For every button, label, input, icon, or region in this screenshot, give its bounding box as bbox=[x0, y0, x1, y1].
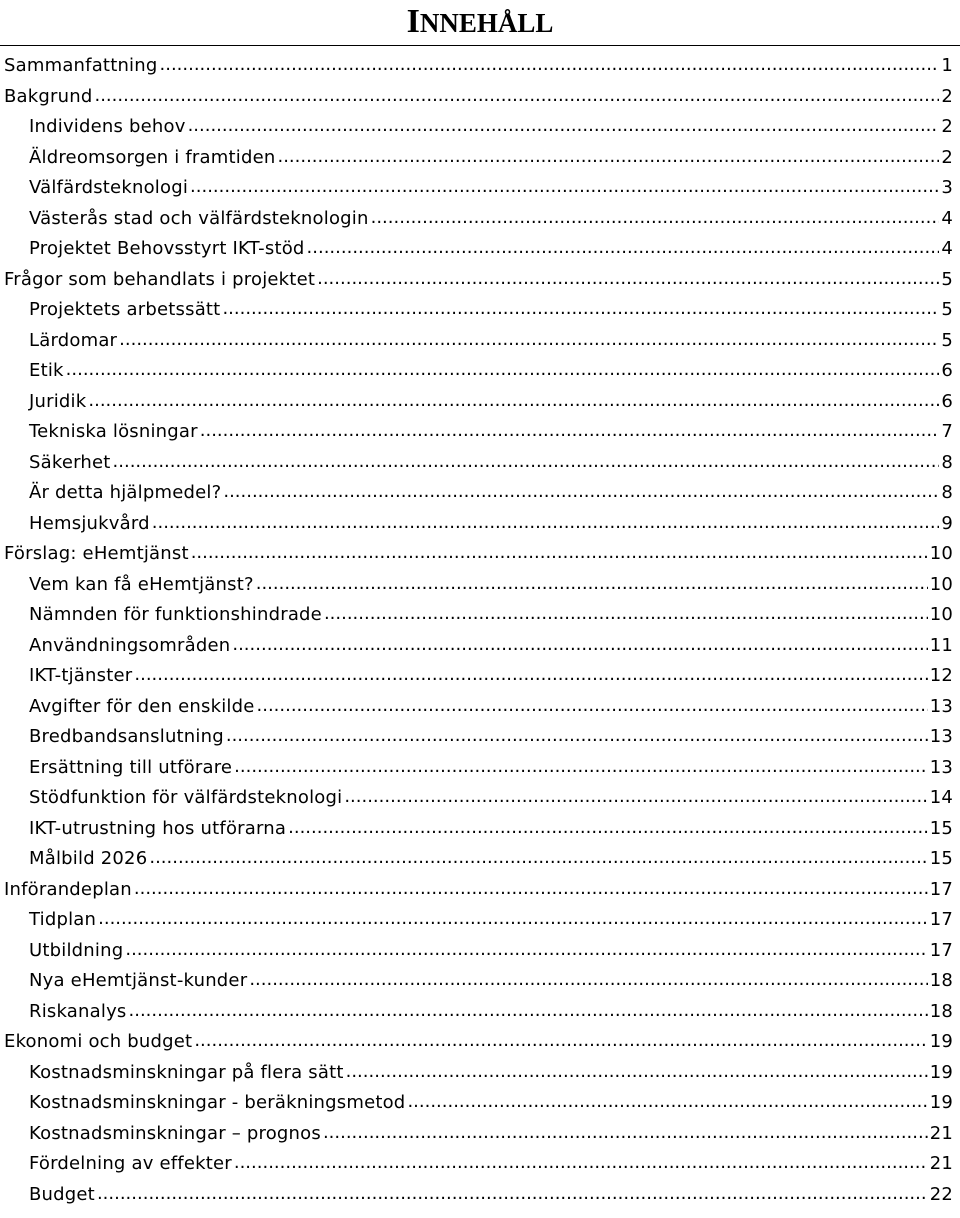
toc-entry-subsection[interactable] bbox=[0, 722, 960, 753]
toc-entry-label[interactable]: Stödfunktion för välfärdsteknologi bbox=[29, 787, 343, 808]
toc-entry-label[interactable]: Ekonomi och budget bbox=[4, 1031, 193, 1052]
toc-entry-label[interactable]: Ersättning till utförare bbox=[29, 756, 233, 778]
toc-entry-label[interactable]: Är detta hjälpmedel? bbox=[29, 482, 222, 503]
toc-entry-subsection[interactable] bbox=[0, 905, 960, 936]
page-title bbox=[0, 0, 960, 45]
toc-leader-dots bbox=[344, 782, 927, 813]
toc-entry-subsection[interactable] bbox=[0, 966, 960, 997]
toc-leader-dots bbox=[232, 630, 927, 661]
toc-page-number[interactable]: 9 bbox=[941, 512, 953, 534]
toc-entry-subsection[interactable] bbox=[0, 326, 960, 357]
toc-page-number[interactable]: 19 bbox=[929, 1092, 953, 1113]
toc-leader-dots bbox=[160, 50, 940, 81]
toc-leader-dots bbox=[152, 508, 940, 539]
toc-entry-subsection[interactable] bbox=[0, 448, 960, 479]
toc-entry-label[interactable]: Kostnadsminskningar - beräkningsmetod bbox=[29, 1092, 406, 1113]
table-of-contents bbox=[0, 51, 960, 1210]
toc-entry-label[interactable]: Avgifter för den enskilde bbox=[29, 695, 255, 717]
toc-entry-subsection[interactable] bbox=[0, 173, 960, 204]
toc-entry-label[interactable]: Projektets arbetssätt bbox=[29, 299, 221, 320]
toc-page-number[interactable]: 4 bbox=[941, 207, 953, 229]
toc-leader-dots bbox=[134, 660, 927, 691]
toc-leader-dots bbox=[113, 447, 940, 478]
toc-page-number[interactable]: 2 bbox=[941, 116, 953, 137]
toc-leader-dots bbox=[234, 1148, 928, 1179]
toc-page-number[interactable]: 8 bbox=[941, 482, 953, 503]
toc-entry-label[interactable]: Lärdomar bbox=[29, 329, 118, 351]
toc-entry-section[interactable] bbox=[0, 539, 960, 570]
toc-entry-subsection[interactable] bbox=[0, 1149, 960, 1180]
toc-entry-subsection[interactable] bbox=[0, 112, 960, 143]
toc-entry-label[interactable]: Tidplan bbox=[29, 909, 97, 930]
toc-page-number[interactable]: 18 bbox=[929, 1000, 953, 1022]
toc-page-number[interactable]: 13 bbox=[929, 756, 953, 778]
toc-entry-label[interactable]: Juridik bbox=[29, 390, 87, 412]
toc-leader-dots bbox=[119, 325, 939, 356]
toc-page-number[interactable]: 6 bbox=[941, 390, 953, 412]
toc-page-number[interactable]: 21 bbox=[929, 1122, 953, 1144]
toc-entry-subsection[interactable] bbox=[0, 478, 960, 509]
toc-entry-label[interactable]: Nämnden för funktionshindrade bbox=[29, 604, 322, 625]
toc-entry-label[interactable]: Äldreomsorgen i framtiden bbox=[29, 146, 276, 168]
toc-leader-dots bbox=[191, 538, 928, 569]
toc-page-number[interactable]: 6 bbox=[941, 360, 953, 381]
toc-page-number[interactable]: 19 bbox=[929, 1031, 953, 1052]
toc-leader-dots bbox=[226, 721, 928, 752]
toc-entry-label[interactable]: Fördelning av effekter bbox=[29, 1153, 232, 1174]
toc-page-number[interactable]: 17 bbox=[929, 909, 953, 930]
toc-leader-dots bbox=[324, 599, 928, 630]
toc-leader-dots bbox=[88, 386, 939, 417]
toc-page-number[interactable]: 14 bbox=[929, 787, 953, 808]
toc-page-number[interactable]: 5 bbox=[941, 268, 953, 290]
toc-leader-dots bbox=[234, 752, 928, 783]
toc-entry-label[interactable]: Riskanalys bbox=[29, 1000, 127, 1022]
toc-entry-label[interactable]: IKT-tjänster bbox=[29, 665, 133, 686]
toc-leader-dots bbox=[98, 904, 928, 935]
toc-leader-dots bbox=[94, 81, 939, 112]
toc-entry-label[interactable]: Säkerhet bbox=[29, 451, 111, 473]
toc-entry-label[interactable]: Frågor som behandlats i projektet bbox=[4, 268, 316, 290]
toc-entry-label[interactable]: Målbild 2026 bbox=[29, 848, 148, 869]
toc-entry-subsection[interactable] bbox=[0, 234, 960, 265]
toc-leader-dots bbox=[134, 874, 928, 905]
toc-page-number[interactable]: 11 bbox=[929, 634, 953, 656]
toc-page-number[interactable]: 17 bbox=[929, 878, 953, 900]
toc-entry-subsection[interactable] bbox=[0, 753, 960, 784]
toc-entry-subsection[interactable] bbox=[0, 631, 960, 662]
toc-leader-dots bbox=[346, 1057, 928, 1088]
toc-entry-subsection[interactable] bbox=[0, 356, 960, 387]
title-underline bbox=[0, 45, 960, 46]
toc-entry-section[interactable] bbox=[0, 1027, 960, 1058]
toc-page-number[interactable]: 10 bbox=[929, 573, 953, 595]
toc-entry-label[interactable]: IKT-utrustning hos utförarna bbox=[29, 817, 287, 839]
toc-entry-label[interactable]: Budget bbox=[29, 1183, 95, 1205]
toc-leader-dots bbox=[323, 1118, 928, 1149]
toc-entry-subsection[interactable] bbox=[0, 509, 960, 540]
toc-leader-dots bbox=[288, 813, 928, 844]
toc-leader-dots bbox=[190, 172, 939, 203]
toc-entry-subsection[interactable] bbox=[0, 692, 960, 723]
toc-entry-label[interactable]: Kostnadsminskningar på flera sätt bbox=[29, 1061, 344, 1083]
toc-entry-subsection[interactable] bbox=[0, 295, 960, 326]
toc-leader-dots bbox=[200, 416, 940, 447]
toc-page-number[interactable]: 22 bbox=[929, 1183, 953, 1205]
toc-entry-label[interactable]: Kostnadsminskningar – prognos bbox=[29, 1122, 321, 1144]
toc-page-number[interactable]: 13 bbox=[929, 726, 953, 747]
toc-page-number[interactable]: 18 bbox=[929, 970, 953, 991]
toc-page-number[interactable]: 4 bbox=[941, 238, 953, 259]
toc-entry-label[interactable]: Införandeplan bbox=[4, 878, 132, 900]
toc-page-number[interactable]: 10 bbox=[929, 543, 953, 564]
toc-entry-subsection[interactable] bbox=[0, 997, 960, 1028]
toc-entry-subsection[interactable] bbox=[0, 783, 960, 814]
toc-page-number[interactable]: 21 bbox=[929, 1153, 953, 1174]
toc-entry-subsection[interactable] bbox=[0, 814, 960, 845]
toc-entry-label[interactable]: Förslag: eHemtjänst bbox=[4, 543, 189, 564]
toc-page-number[interactable]: 5 bbox=[941, 329, 953, 351]
toc-page-number[interactable]: 15 bbox=[929, 848, 953, 869]
toc-entry-subsection[interactable] bbox=[0, 143, 960, 174]
toc-entry-subsection[interactable] bbox=[0, 570, 960, 601]
toc-leader-dots bbox=[257, 691, 928, 722]
toc-entry-subsection[interactable] bbox=[0, 936, 960, 967]
toc-page-number[interactable]: 1 bbox=[941, 55, 953, 76]
title-initial: I bbox=[406, 3, 420, 40]
toc-leader-dots bbox=[149, 843, 927, 874]
toc-entry-label[interactable]: Vem kan få eHemtjänst? bbox=[29, 573, 254, 595]
toc-page-number[interactable]: 13 bbox=[929, 695, 953, 717]
toc-page-number[interactable]: 2 bbox=[941, 85, 953, 107]
toc-entry-subsection[interactable] bbox=[0, 1058, 960, 1089]
toc-entry-section[interactable] bbox=[0, 82, 960, 113]
toc-entry-subsection[interactable] bbox=[0, 387, 960, 418]
toc-leader-dots bbox=[222, 294, 939, 325]
toc-leader-dots bbox=[194, 1026, 927, 1057]
toc-entry-label[interactable]: Bredbandsanslutning bbox=[29, 726, 224, 747]
toc-page-number[interactable]: 19 bbox=[929, 1061, 953, 1083]
toc-page-number[interactable]: 8 bbox=[941, 451, 953, 473]
toc-page-number[interactable]: 10 bbox=[929, 604, 953, 625]
toc-entry-subsection[interactable] bbox=[0, 204, 960, 235]
toc-page-number[interactable]: 5 bbox=[941, 299, 953, 320]
toc-entry-subsection[interactable] bbox=[0, 661, 960, 692]
toc-leader-dots bbox=[407, 1087, 927, 1118]
toc-entry-subsection[interactable] bbox=[0, 1119, 960, 1150]
toc-leader-dots bbox=[223, 477, 939, 508]
title-rest: NNEHÅLL bbox=[419, 8, 554, 38]
toc-page-number[interactable]: 2 bbox=[941, 146, 953, 168]
toc-entry-label[interactable]: Projektet Behovsstyrt IKT-stöd bbox=[29, 238, 305, 259]
toc-entry-subsection[interactable] bbox=[0, 1088, 960, 1119]
toc-leader-dots bbox=[97, 1179, 928, 1210]
toc-entry-label[interactable]: Välfärdsteknologi bbox=[29, 177, 189, 198]
toc-entry-label[interactable]: Nya eHemtjänst-kunder bbox=[29, 970, 248, 991]
toc-entry-label[interactable]: Användningsområden bbox=[29, 634, 231, 656]
toc-page-number[interactable]: 17 bbox=[929, 939, 953, 961]
toc-entry-section[interactable] bbox=[0, 51, 960, 82]
toc-leader-dots bbox=[188, 111, 940, 142]
toc-entry-label[interactable]: Individens behov bbox=[29, 116, 186, 137]
toc-leader-dots bbox=[129, 996, 928, 1027]
toc-entry-label[interactable]: Bakgrund bbox=[4, 85, 93, 107]
toc-leader-dots bbox=[371, 203, 940, 234]
toc-entry-label[interactable]: Tekniska lösningar bbox=[29, 421, 198, 442]
toc-leader-dots bbox=[256, 569, 928, 600]
toc-entry-subsection[interactable] bbox=[0, 417, 960, 448]
toc-entry-label[interactable]: Västerås stad och välfärdsteknologin bbox=[29, 207, 369, 229]
toc-page-number[interactable]: 3 bbox=[941, 177, 953, 198]
toc-entry-label[interactable]: Utbildning bbox=[29, 939, 124, 961]
toc-entry-subsection[interactable] bbox=[0, 600, 960, 631]
toc-leader-dots bbox=[317, 264, 939, 295]
toc-page-number[interactable]: 7 bbox=[941, 421, 953, 442]
toc-entry-label[interactable]: Sammanfattning bbox=[4, 55, 158, 76]
toc-leader-dots bbox=[249, 965, 927, 996]
toc-entry-subsection[interactable] bbox=[0, 1180, 960, 1211]
toc-entry-section[interactable] bbox=[0, 875, 960, 906]
toc-leader-dots bbox=[125, 935, 927, 966]
toc-entry-section[interactable] bbox=[0, 265, 960, 296]
toc-leader-dots bbox=[307, 233, 940, 264]
toc-page-number[interactable]: 12 bbox=[929, 665, 953, 686]
toc-leader-dots bbox=[66, 355, 940, 386]
toc-entry-label[interactable]: Etik bbox=[29, 360, 64, 381]
toc-leader-dots bbox=[277, 142, 939, 173]
toc-entry-subsection[interactable] bbox=[0, 844, 960, 875]
toc-page-number[interactable]: 15 bbox=[929, 817, 953, 839]
toc-entry-label[interactable]: Hemsjukvård bbox=[29, 512, 150, 534]
